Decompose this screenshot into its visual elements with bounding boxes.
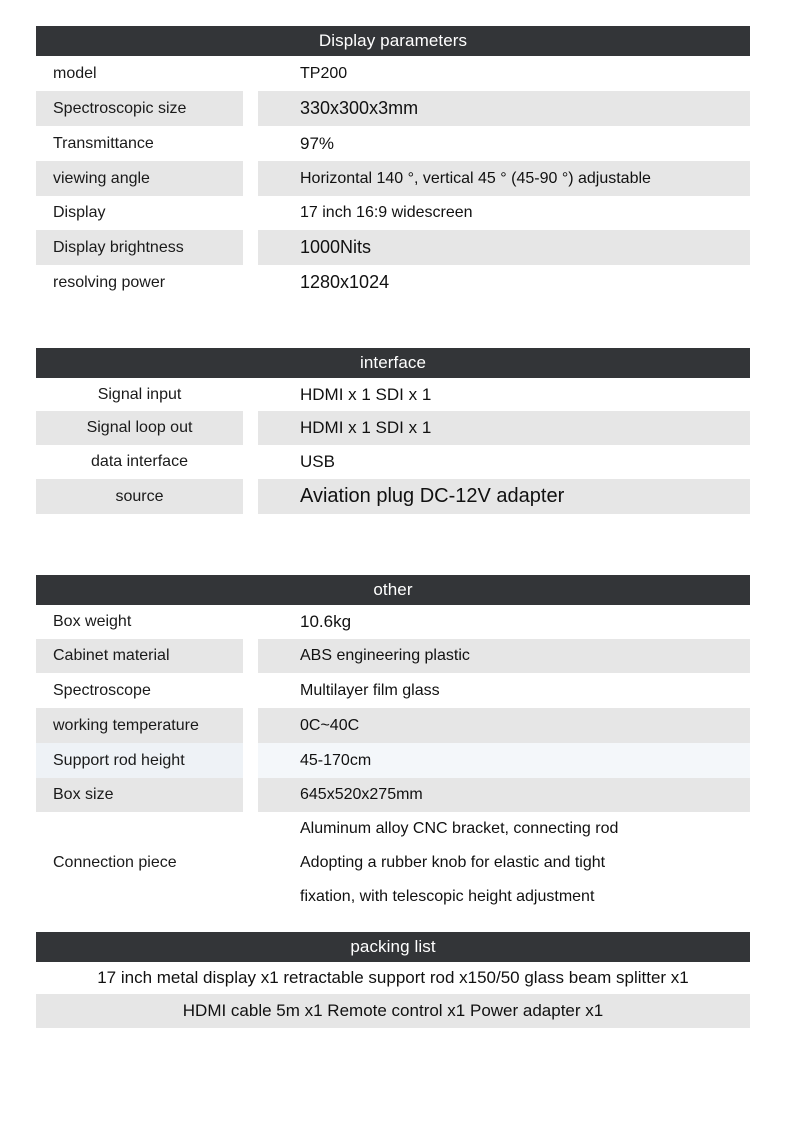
row-value — [258, 743, 750, 778]
column-gap — [243, 708, 258, 743]
table-row — [36, 91, 750, 126]
table-row — [36, 743, 750, 778]
table-row — [36, 126, 750, 161]
table-row — [36, 708, 750, 743]
row-value-line: 645x520x275mm — [300, 786, 423, 803]
row-label: Box weight — [36, 605, 243, 639]
column-gap — [243, 812, 258, 914]
table-row — [36, 196, 750, 230]
row-value — [258, 639, 750, 673]
row-value — [258, 91, 750, 126]
spec-table-other — [36, 575, 750, 914]
table-header-display-parameters: Display parameters — [36, 26, 750, 56]
column-gap — [243, 778, 258, 812]
row-value — [258, 161, 750, 196]
table-row — [36, 812, 750, 914]
row-value-line: 1280x1024 — [300, 272, 390, 292]
row-value-line: 330x300x3mm — [300, 98, 419, 118]
row-value — [258, 126, 750, 161]
table-row — [36, 56, 750, 91]
column-gap — [243, 265, 258, 300]
row-value — [258, 411, 750, 445]
row-value-line: 45-170cm — [300, 751, 372, 769]
row-label: Signal loop out — [36, 411, 243, 445]
row-value — [258, 196, 750, 230]
table-row — [36, 161, 750, 196]
row-label: Spectroscopic size — [36, 91, 243, 126]
column-gap — [243, 196, 258, 230]
table-row — [36, 230, 750, 265]
table-row — [36, 673, 750, 708]
row-value-line: 10.6kg — [300, 612, 352, 631]
row-label: model — [36, 56, 243, 91]
row-value-line: 97% — [300, 133, 335, 153]
column-gap — [243, 91, 258, 126]
row-value — [258, 56, 750, 91]
row-value-line: ABS engineering plastic — [300, 647, 470, 664]
row-label: viewing angle — [36, 161, 243, 196]
column-gap — [243, 673, 258, 708]
row-value-line: Multilayer film glass — [300, 681, 440, 699]
table-row — [36, 639, 750, 673]
row-value-line: HDMI x 1 SDI x 1 — [300, 384, 432, 404]
table-header-interface: interface — [36, 348, 750, 378]
column-gap — [243, 639, 258, 673]
spec-table-display-parameters — [36, 26, 750, 300]
row-label: Spectroscope — [36, 673, 243, 708]
row-value-line: USB — [300, 452, 335, 471]
table-row — [36, 479, 750, 514]
row-label: source — [36, 479, 243, 514]
row-label: Connection piece — [36, 812, 243, 914]
table-body-interface — [36, 378, 750, 514]
table-row — [36, 378, 750, 411]
row-label: Signal input — [36, 378, 243, 411]
row-value — [258, 378, 750, 411]
row-value — [258, 479, 750, 514]
row-label: resolving power — [36, 265, 243, 300]
row-label: Support rod height — [36, 743, 243, 778]
row-value — [258, 673, 750, 708]
table-header-other: other — [36, 575, 750, 605]
spec-table-packing-list — [36, 932, 750, 1028]
table-row — [36, 411, 750, 445]
row-label: data interface — [36, 445, 243, 479]
row-value-line: Horizontal 140 °, vertical 45 ° (45-90 °) adjustable — [300, 169, 651, 187]
row-label: Transmittance — [36, 126, 243, 161]
row-value-line: Adopting a rubber knob for elastic and tight — [300, 854, 606, 871]
row-value-line: Aluminum alloy CNC bracket, connecting rod — [300, 820, 619, 837]
row-value — [258, 812, 750, 914]
row-value — [258, 708, 750, 743]
row-label: working temperature — [36, 708, 243, 743]
row-label: Display brightness — [36, 230, 243, 265]
row-value-line: 0C~40C — [300, 716, 360, 734]
column-gap — [243, 743, 258, 778]
column-gap — [243, 378, 258, 411]
row-value — [258, 230, 750, 265]
column-gap — [243, 411, 258, 445]
table-row — [36, 265, 750, 300]
row-value-line: 17 inch 16:9 widescreen — [300, 204, 473, 221]
row-value-line: fixation, with telescopic height adjustment — [300, 888, 595, 905]
table-body-other — [36, 605, 750, 914]
row-value — [258, 605, 750, 639]
row-value — [258, 265, 750, 300]
table-row — [36, 605, 750, 639]
column-gap — [243, 126, 258, 161]
packing-list-row: HDMI cable 5m x1 Remote control x1 Power adapter x1 — [36, 994, 750, 1028]
spec-table-interface — [36, 348, 750, 514]
row-value — [258, 445, 750, 479]
column-gap — [243, 445, 258, 479]
row-value-line: HDMI x 1 SDI x 1 — [300, 418, 432, 437]
column-gap — [243, 605, 258, 639]
row-label: Cabinet material — [36, 639, 243, 673]
row-label: Display — [36, 196, 243, 230]
row-label: Box size — [36, 778, 243, 812]
table-body-display-parameters — [36, 56, 750, 300]
column-gap — [243, 230, 258, 265]
row-value-line: Aviation plug DC-12V adapter — [300, 485, 565, 507]
column-gap — [243, 56, 258, 91]
row-value-line: TP200 — [300, 64, 348, 82]
row-value — [258, 778, 750, 812]
column-gap — [243, 479, 258, 514]
row-value-line: 1000Nits — [300, 237, 372, 257]
packing-list-row: 17 inch metal display x1 retractable support rod x150/50 glass beam splitter x1 — [36, 962, 750, 994]
table-row — [36, 778, 750, 812]
column-gap — [243, 161, 258, 196]
table-row — [36, 445, 750, 479]
table-header-packing-list: packing list — [36, 932, 750, 962]
